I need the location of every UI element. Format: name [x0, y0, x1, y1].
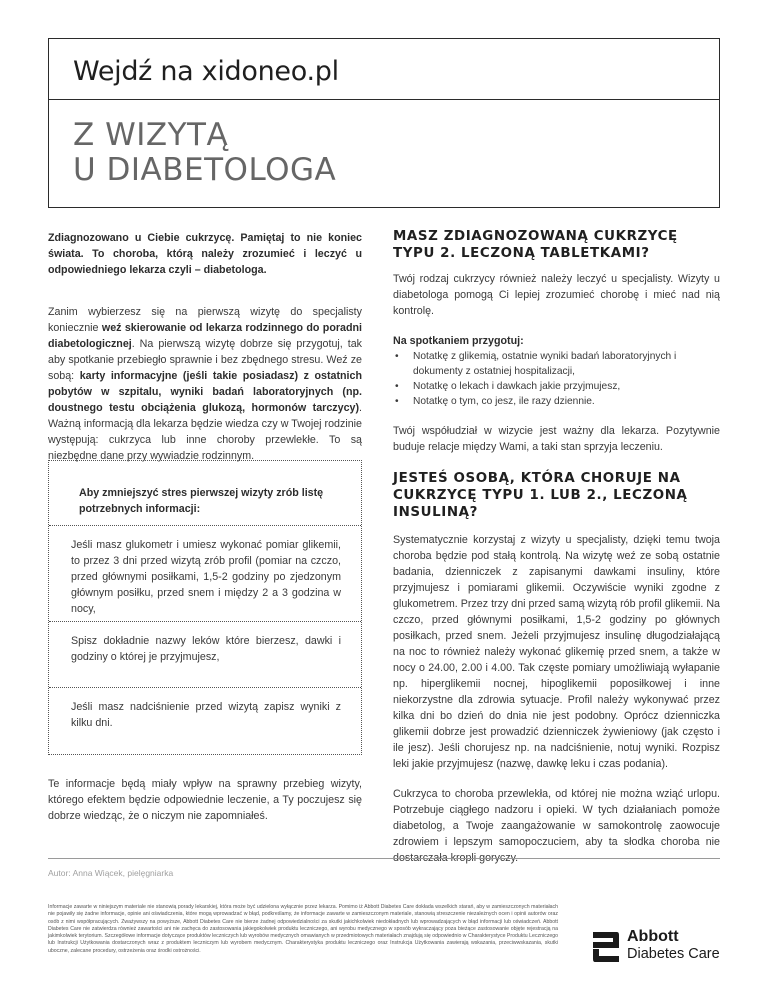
section-heading-insulin: JESTEŚ OSOBĄ, KTÓRA CHORUJE NA CUKRZYCĘ TYPU 1. LUB 2., LECZONĄ INSULINĄ?: [393, 471, 688, 520]
participation-paragraph: Twój współudział w wizycie jest ważny dla lekarza. Pozytywnie buduje relacje między Wami, a taki stan sprzyja leczeniu.: [393, 425, 720, 453]
abbott-logo: [591, 928, 731, 968]
header-box: [48, 38, 720, 208]
text-run: . Na pierwszą wizytę dobrze się przygotuj, tak aby spotkanie przebiegło sprawnie i bez zbędnego stresu. Weź ze sobą:: [48, 338, 362, 382]
prepare-subheading: Na spotkaniem przygotuj:: [393, 335, 524, 347]
insulin-paragraph: Systematycznie korzystaj z wizyty u specjalisty, dzięki temu twoja choroba będzie pod stałą kontrolą. Na wizytę weź ze sobą ostatnie badania, dzienniczek z zapisanymi dawkami insuliny, które przyjmujesz i pomiarami glikemii. Oczywiście wyniki zgodne z glukometrem. Przez trzy dni przed samą wizytą rób profil glikemii. Na czczo, przed głównymi posiłkami, 1,5-2 godziny po głównych posiłkach, przed snem. Jeżeli przyjmujesz insulinę długodziałającą na noc to również należy wykonać glikemię przed snem, a także w nocy o 24.00, 2.00 i 4.00. Tak częste pomiary umożliwiają wyłapanie np. hiperglikemii nocnej, hipoglikemii poposiłkowej i inne niekorzystne dla zdrowia sytuacje. Profil należy wykonywać przez kilka dni bo dzień do dnia nie jest podobny. Oprócz dzienniczka glikemii dobrze jest prowadzić dzienniczek żywieniowy (jak często i ile jesz). Jeśli chorujesz np. na nadciśnienie, notuj wyniki. Rozpisz leki jakie przyjmujesz (nazwę, dawkę leku i czas podania).: [393, 534, 720, 770]
list-item: • Notatkę o tym, co jesz, ile razy dziennie.: [393, 394, 720, 409]
footer-divider: [48, 858, 720, 859]
text-run: Zanim wybierzesz się na pierwszą wizytę do specjalisty koniecznie: [48, 306, 362, 334]
page-title: [73, 118, 336, 188]
checklist-item: Jeśli masz nadciśnienie przed wizytą zapisz wyniki z kilku dni.: [71, 701, 341, 729]
bold-run: weź skierowanie od lekarza rodzinnego do poradni diabetologicznej: [48, 322, 362, 350]
text-run: . Ważną informacją dla lekarza będzie wiedza czy w Twojej rodzinie występują: cukrzyca lub inne choroby przewlekłe. To są niezbędne dane przy wywiadzie rodzinnym.: [48, 402, 362, 462]
checklist-heading: Aby zmniejszyć stres pierwszej wizyty zrób listę potrzebnych informacji:: [79, 487, 324, 515]
list-item: • Notatkę o lekach i dawkach jakie przyjmujesz,: [393, 379, 720, 394]
header-divider: [49, 99, 719, 100]
title-line-1: Z WIZYTĄ: [73, 117, 229, 153]
disclaimer-text: Informacje zawarte w niniejszym materiale nie stanowią porady lekarskiej, która może być udzielona wyłącznie przez lekarza. Pomimo iż Abbott Diabetes Care dokłada wszelkich starań, aby w zamieszczonych materiałach nie pojawiły się żadne informacje, opinie ani oświadczenia, które mogą wprowadzać w błąd, podkreślamy, że informacje zawarte w zamieszczonym materiale, stanowią streszczenie niezależnych ocen i opinii autorów oraz osób z nimi współpracujących. Zważywszy na powyższe, Abbott Diabetes Care nie bierze żadnej odpowiedzialności za skutki jakichkolwiek niedokładnych lub wprowadzających w błąd informacji lub oświadczeń. Abbott Diabetes Care nie zatwierdza również zawartości ani nie zachęca do zastosowania jakiegokolwiek produktu leczniczego, ani wyrobu medycznego w sposób wykraczający poza bieżące zastosowanie objęte rejestracją na jakimkolwiek terytorium. Szczegółowe informacje dotyczące produktów leczniczych lub wyrobów medycznych omawianych w przedmiotowych materiałach znajdują się odpowiednio w Charakterystyce Produktu Leczniczego lub Instrukcji Użytkowania dostarczonych wraz z produktem leczniczym lub wyrobem medycznym. Charakterystyka produktu leczniczego oraz Instrukcja Użytkowania zawierają wskazania, przeciwwskazania, skutki uboczne, zalecane procedury, ostrzeżenia oraz środki ostrożności.: [48, 904, 558, 954]
closing-text: Te informacje będą miały wpływ na sprawny przebieg wizyty, którego efektem będzie odpowiednie leczenie, a Ty poczujesz się dobrze wiedząc, że o niczym nie zapomniałeś.: [48, 778, 362, 822]
author-credit: Autor: Anna Wiącek, pielęgniarka: [48, 868, 174, 878]
intro-paragraph: Zdiagnozowano u Ciebie cukrzycę. Pamiętaj to nie koniec świata. To choroba, którą należy zrozumieć i leczyć u odpowiedniego lekarza czyli – diabetologa.: [48, 232, 362, 276]
abbott-logo-icon: [591, 930, 621, 964]
left-column: [48, 230, 362, 464]
checklist-divider: [49, 621, 361, 622]
checklist-divider: [49, 525, 361, 526]
logo-division-text: Diabetes Care: [627, 946, 720, 962]
chronic-paragraph: Cukrzyca to choroba przewlekła, od której nie można wziąć urlopu. Potrzebuje ciągłego nadzoru i opieki. W tych działaniach pomoże diabetolog, a Twoje zaangażowanie w samokontrolę zaowocuje zdrowiem i lepszym samopoczuciem, aby ta słodka choroba nie dostarczała kropli goryczy.: [393, 788, 720, 864]
bold-run: karty informacyjne (jeśli takie posiadasz) z ostatnich pobytów w szpitalu, wyniki badań laboratoryjnych (np. doustnego testu obciążenia glukozą, hormonów tarczycy): [48, 370, 362, 414]
checklist-item: Jeśli masz glukometr i umiesz wykonać pomiar glikemii, to przez 3 dni przed wizytą zrób profil (pomiar na czczo, przed głównymi posiłkami, 1,5-2 godziny po zjedzonym głównym posiłku, przed snem i między 2 a 3 godzina w nocy,: [71, 539, 341, 615]
checklist-item: Spisz dokładnie nazwy leków które bierzesz, dawki i godziny o której je przyjmujesz,: [71, 635, 341, 663]
checklist-divider: [49, 687, 361, 688]
type2-paragraph: Twój rodzaj cukrzycy również należy leczyć u specjalisty. Wizyty u diabetologa pomogą Ci lepiej zrozumieć chorobę i mieć nad nią kontrolę.: [393, 273, 720, 317]
logo-brand-text: Abbott: [627, 928, 679, 945]
section-heading-type2: MASZ ZDIAGNOZOWANĄ CUKRZYCĘ TYPU 2. LECZONĄ TABLETKAMI?: [393, 229, 678, 261]
right-column: [393, 228, 720, 866]
prepare-list: [393, 349, 720, 409]
list-item: • Notatkę z glikemią, ostatnie wyniki badań laboratoryjnych i dokumenty z ostatniej hospitalizacji,: [393, 349, 720, 379]
checklist-box: [48, 460, 362, 755]
site-link[interactable]: Wejdź na xidoneo.pl: [73, 56, 339, 87]
title-line-2: U DIABETOLOGA: [73, 152, 337, 188]
preparation-paragraph: [48, 304, 362, 464]
closing-paragraph: [48, 776, 362, 824]
